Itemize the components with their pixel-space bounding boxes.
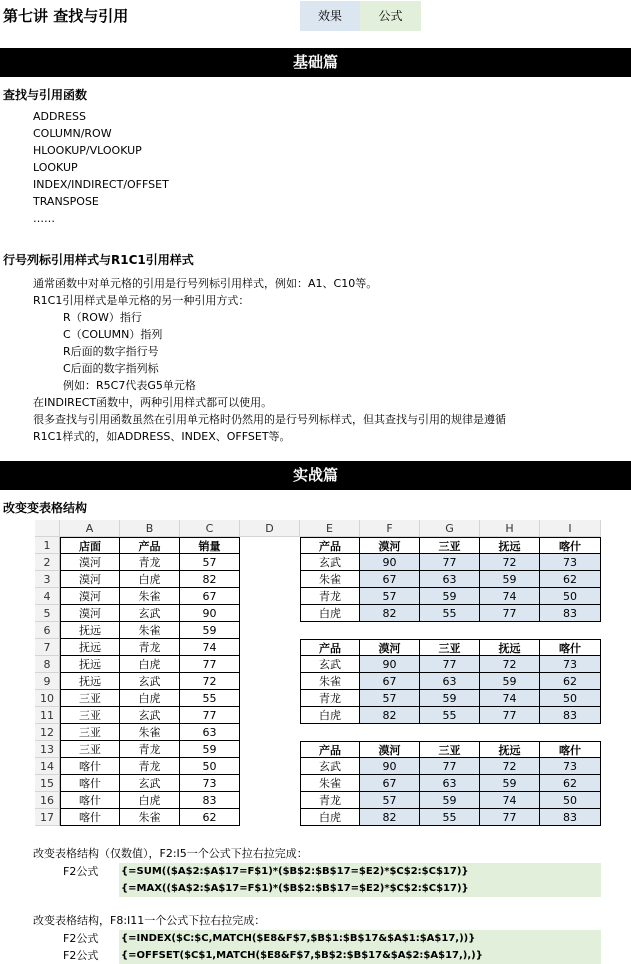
pivot-cell[interactable]: 57 (360, 690, 420, 707)
pivot-cell[interactable]: 50 (540, 588, 601, 605)
pivot-cell[interactable]: 72 (480, 554, 540, 571)
pivot-cell[interactable]: 67 (360, 673, 420, 690)
pivot-cell[interactable]: 59 (420, 690, 480, 707)
source-cell[interactable]: 62 (180, 809, 240, 826)
function-list-item: COLUMN/ROW (33, 127, 112, 140)
pivot-header-cell[interactable]: 产品 (300, 639, 360, 656)
row-header[interactable]: 1 (35, 537, 60, 554)
column-header[interactable]: D (240, 520, 300, 537)
basics-banner: 基础篇 (0, 48, 631, 77)
tab-formula[interactable]: 公式 (360, 1, 421, 31)
pivot-cell[interactable]: 55 (420, 605, 480, 622)
column-header[interactable]: H (480, 520, 540, 537)
source-cell[interactable]: 82 (180, 571, 240, 588)
pivot-cell[interactable]: 玄武 (300, 656, 360, 673)
column-header[interactable]: B (120, 520, 180, 537)
source-cell[interactable]: 83 (180, 792, 240, 809)
function-list-item: TRANSPOSE (33, 195, 99, 208)
r1c1-line: C（COLUMN）指列 (63, 328, 163, 341)
r1c1-line: C后面的数字指列标 (63, 362, 159, 375)
source-cell[interactable]: 55 (180, 690, 240, 707)
pivot-cell[interactable]: 57 (360, 588, 420, 605)
pivot-header-cell[interactable]: 漠河 (360, 741, 420, 758)
pivot-cell[interactable]: 63 (420, 673, 480, 690)
note-full-restructure: 改变表格结构，F8:I11一个公式下拉右拉完成： (33, 914, 266, 927)
row-header[interactable]: 7 (35, 639, 60, 656)
source-header-cell[interactable]: 产品 (120, 537, 180, 554)
r1c1-line: R（ROW）指行 (63, 311, 142, 324)
source-cell[interactable]: 74 (180, 639, 240, 656)
tab-effect[interactable]: 效果 (300, 1, 360, 31)
pivot-cell[interactable]: 77 (480, 605, 540, 622)
row-header[interactable]: 10 (35, 690, 60, 707)
pivot-cell[interactable]: 玄武 (300, 758, 360, 775)
pivot-cell[interactable]: 63 (420, 775, 480, 792)
pivot-header-cell[interactable]: 抚远 (480, 639, 540, 656)
pivot-cell[interactable]: 59 (480, 571, 540, 588)
r1c1-heading: 行号列标引用样式与R1C1引用样式 (3, 253, 194, 267)
source-cell[interactable]: 朱雀 (120, 622, 180, 639)
source-cell[interactable]: 漠河 (60, 554, 120, 571)
pivot-cell[interactable]: 82 (360, 605, 420, 622)
pivot-cell[interactable]: 72 (480, 656, 540, 673)
row-header[interactable]: 15 (35, 775, 60, 792)
r1c1-line: R1C1样式的，如ADDRESS、INDEX、OFFSET等。 (33, 430, 291, 443)
source-cell[interactable]: 朱雀 (120, 588, 180, 605)
row-header[interactable]: 4 (35, 588, 60, 605)
source-cell[interactable]: 抚远 (60, 656, 120, 673)
pivot-header-cell[interactable]: 抚远 (480, 741, 540, 758)
pivot-header-cell[interactable]: 喀什 (540, 741, 601, 758)
pivot-cell[interactable]: 74 (480, 588, 540, 605)
pivot-cell[interactable]: 白虎 (300, 707, 360, 724)
pivot-cell[interactable]: 玄武 (300, 554, 360, 571)
pivot-cell[interactable]: 72 (480, 758, 540, 775)
source-cell[interactable]: 63 (180, 724, 240, 741)
row-header[interactable]: 6 (35, 622, 60, 639)
pivot-cell[interactable]: 白虎 (300, 605, 360, 622)
source-cell[interactable]: 90 (180, 605, 240, 622)
formula-index: {=INDEX($C:$C,MATCH($E8&F$7,$B$1:$B$17&$A$1:$A$17,))} (119, 930, 601, 947)
row-header[interactable]: 17 (35, 809, 60, 826)
source-cell[interactable]: 玄武 (120, 775, 180, 792)
r1c1-line: R1C1引用样式是单元格的另一种引用方式： (33, 294, 250, 307)
pivot-cell[interactable]: 白虎 (300, 809, 360, 826)
source-cell[interactable]: 72 (180, 673, 240, 690)
row-header[interactable]: 14 (35, 758, 60, 775)
formula-sum: {=SUM(($A$2:$A$17=F$1)*($B$2:$B$17=$E2)*$C$2:$C$17)} (119, 863, 601, 880)
pivot-cell[interactable]: 朱雀 (300, 571, 360, 588)
source-cell[interactable]: 漠河 (60, 588, 120, 605)
page-title: 第七讲 查找与引用 (3, 7, 129, 25)
row-header[interactable]: 13 (35, 741, 60, 758)
function-list-item: INDEX/INDIRECT/OFFSET (33, 178, 169, 191)
source-cell[interactable]: 漠河 (60, 571, 120, 588)
source-cell[interactable]: 77 (180, 656, 240, 673)
pivot-cell[interactable]: 82 (360, 809, 420, 826)
pivot-cell[interactable]: 77 (420, 656, 480, 673)
pivot-cell[interactable]: 朱雀 (300, 775, 360, 792)
row-header[interactable]: 9 (35, 673, 60, 690)
source-cell[interactable]: 抚远 (60, 673, 120, 690)
pivot-cell[interactable]: 青龙 (300, 588, 360, 605)
pivot-cell[interactable]: 59 (480, 673, 540, 690)
source-cell[interactable]: 喀什 (60, 792, 120, 809)
pivot-cell[interactable]: 77 (420, 554, 480, 571)
source-cell[interactable]: 青龙 (120, 741, 180, 758)
pivot-cell[interactable]: 74 (480, 792, 540, 809)
source-cell[interactable]: 白虎 (120, 656, 180, 673)
pivot-header-cell[interactable]: 抚远 (480, 537, 540, 554)
pivot-cell[interactable]: 55 (420, 707, 480, 724)
r1c1-line: R后面的数字指行号 (63, 345, 159, 358)
source-cell[interactable]: 白虎 (120, 571, 180, 588)
source-cell[interactable]: 喀什 (60, 758, 120, 775)
pivot-cell[interactable]: 50 (540, 792, 601, 809)
spreadsheet[interactable] (35, 520, 601, 828)
function-list-item: ADDRESS (33, 110, 87, 123)
pivot-cell[interactable]: 77 (480, 809, 540, 826)
function-list-item: LOOKUP (33, 161, 78, 174)
pivot-cell[interactable]: 朱雀 (300, 673, 360, 690)
column-header[interactable]: G (420, 520, 480, 537)
pivot-cell[interactable]: 90 (360, 656, 420, 673)
source-cell[interactable]: 玄武 (120, 605, 180, 622)
row-header[interactable]: 3 (35, 571, 60, 588)
source-cell[interactable]: 三亚 (60, 741, 120, 758)
pivot-header-cell[interactable]: 漠河 (360, 537, 420, 554)
source-cell[interactable]: 三亚 (60, 707, 120, 724)
function-list-item: …… (33, 212, 55, 225)
source-cell[interactable]: 57 (180, 554, 240, 571)
source-cell[interactable]: 抚远 (60, 622, 120, 639)
source-cell[interactable]: 青龙 (120, 758, 180, 775)
lookup-functions-heading: 查找与引用函数 (3, 88, 88, 102)
pivot-cell[interactable]: 77 (480, 707, 540, 724)
r1c1-line: 很多查找与引用函数虽然在引用单元格时仍然用的是行号列标样式，但其查找与引用的规律是遵循 (33, 413, 506, 426)
pivot-cell[interactable]: 90 (360, 758, 420, 775)
column-header[interactable]: I (540, 520, 601, 537)
r1c1-line: 在INDIRECT函数中，两种引用样式都可以使用。 (33, 396, 273, 409)
source-cell[interactable]: 59 (180, 741, 240, 758)
pivot-cell[interactable]: 63 (420, 571, 480, 588)
pivot-cell[interactable]: 83 (540, 605, 601, 622)
pivot-cell[interactable]: 青龙 (300, 690, 360, 707)
source-cell[interactable]: 青龙 (120, 639, 180, 656)
pivot-cell[interactable]: 55 (420, 809, 480, 826)
pivot-header-cell[interactable]: 三亚 (420, 639, 480, 656)
practice-banner: 实战篇 (0, 461, 631, 490)
source-cell[interactable]: 抚远 (60, 639, 120, 656)
pivot-cell[interactable]: 57 (360, 792, 420, 809)
column-header[interactable]: C (180, 520, 240, 537)
formula-max: {=MAX(($A$2:$A$17=F$1)*($B$2:$B$17=$E2)*$C$2:$C$17)} (119, 880, 601, 897)
note-values-only: 改变表格结构（仅数值），F2:I5一个公式下拉右拉完成： (33, 847, 308, 860)
row-header[interactable]: 5 (35, 605, 60, 622)
pivot-cell[interactable]: 50 (540, 690, 601, 707)
source-cell[interactable]: 玄武 (120, 707, 180, 724)
pivot-cell[interactable]: 59 (420, 588, 480, 605)
pivot-cell[interactable]: 59 (420, 792, 480, 809)
source-header-cell[interactable]: 销量 (180, 537, 240, 554)
source-cell[interactable]: 67 (180, 588, 240, 605)
pivot-cell[interactable]: 77 (420, 758, 480, 775)
pivot-cell[interactable]: 73 (540, 656, 601, 673)
pivot-cell[interactable]: 74 (480, 690, 540, 707)
pivot-cell[interactable]: 62 (540, 775, 601, 792)
source-cell[interactable]: 朱雀 (120, 809, 180, 826)
pivot-header-cell[interactable]: 产品 (300, 741, 360, 758)
formula-label: F2公式 (63, 932, 99, 945)
source-cell[interactable]: 77 (180, 707, 240, 724)
pivot-header-cell[interactable]: 喀什 (540, 639, 601, 656)
source-cell[interactable]: 73 (180, 775, 240, 792)
pivot-cell[interactable]: 90 (360, 554, 420, 571)
r1c1-line: 例如：R5C7代表G5单元格 (63, 379, 196, 392)
source-cell[interactable]: 白虎 (120, 690, 180, 707)
source-cell[interactable]: 喀什 (60, 775, 120, 792)
pivot-cell[interactable]: 73 (540, 758, 601, 775)
source-cell[interactable]: 喀什 (60, 809, 120, 826)
source-cell[interactable]: 59 (180, 622, 240, 639)
sheet-corner[interactable] (35, 520, 60, 537)
pivot-header-cell[interactable]: 漠河 (360, 639, 420, 656)
source-cell[interactable]: 玄武 (120, 673, 180, 690)
source-cell[interactable]: 青龙 (120, 554, 180, 571)
row-header[interactable]: 2 (35, 554, 60, 571)
formula-offset: {=OFFSET($C$1,MATCH($E8&F$7,$B$2:$B$17&$A$2:$A$17,),)} (119, 947, 601, 964)
pivot-cell[interactable]: 59 (480, 775, 540, 792)
row-header[interactable]: 16 (35, 792, 60, 809)
pivot-header-cell[interactable]: 三亚 (420, 741, 480, 758)
formula-label: F2公式 (63, 949, 99, 962)
formula-label: F2公式 (63, 865, 99, 878)
r1c1-line: 通常函数中对单元格的引用是行号列标引用样式，例如：A1、C10等。 (33, 277, 378, 290)
pivot-cell[interactable]: 82 (360, 707, 420, 724)
pivot-cell[interactable]: 83 (540, 707, 601, 724)
restructure-heading: 改变变表格结构 (3, 501, 88, 515)
function-list-item: HLOOKUP/VLOOKUP (33, 144, 142, 157)
source-cell[interactable]: 三亚 (60, 690, 120, 707)
source-cell[interactable]: 朱雀 (120, 724, 180, 741)
column-header[interactable]: F (360, 520, 420, 537)
pivot-header-cell[interactable]: 喀什 (540, 537, 601, 554)
row-header[interactable]: 11 (35, 707, 60, 724)
pivot-cell[interactable]: 62 (540, 571, 601, 588)
source-cell[interactable]: 白虎 (120, 792, 180, 809)
source-cell[interactable]: 50 (180, 758, 240, 775)
source-cell[interactable]: 三亚 (60, 724, 120, 741)
source-cell[interactable]: 漠河 (60, 605, 120, 622)
column-header[interactable]: A (60, 520, 120, 537)
pivot-cell[interactable]: 83 (540, 809, 601, 826)
pivot-cell[interactable]: 62 (540, 673, 601, 690)
row-header[interactable]: 12 (35, 724, 60, 741)
row-header[interactable]: 8 (35, 656, 60, 673)
pivot-cell[interactable]: 73 (540, 554, 601, 571)
source-header-cell[interactable]: 店面 (60, 537, 120, 554)
pivot-cell[interactable]: 67 (360, 571, 420, 588)
pivot-header-cell[interactable]: 三亚 (420, 537, 480, 554)
pivot-header-cell[interactable]: 产品 (300, 537, 360, 554)
pivot-cell[interactable]: 青龙 (300, 792, 360, 809)
pivot-cell[interactable]: 67 (360, 775, 420, 792)
column-header[interactable]: E (300, 520, 360, 537)
